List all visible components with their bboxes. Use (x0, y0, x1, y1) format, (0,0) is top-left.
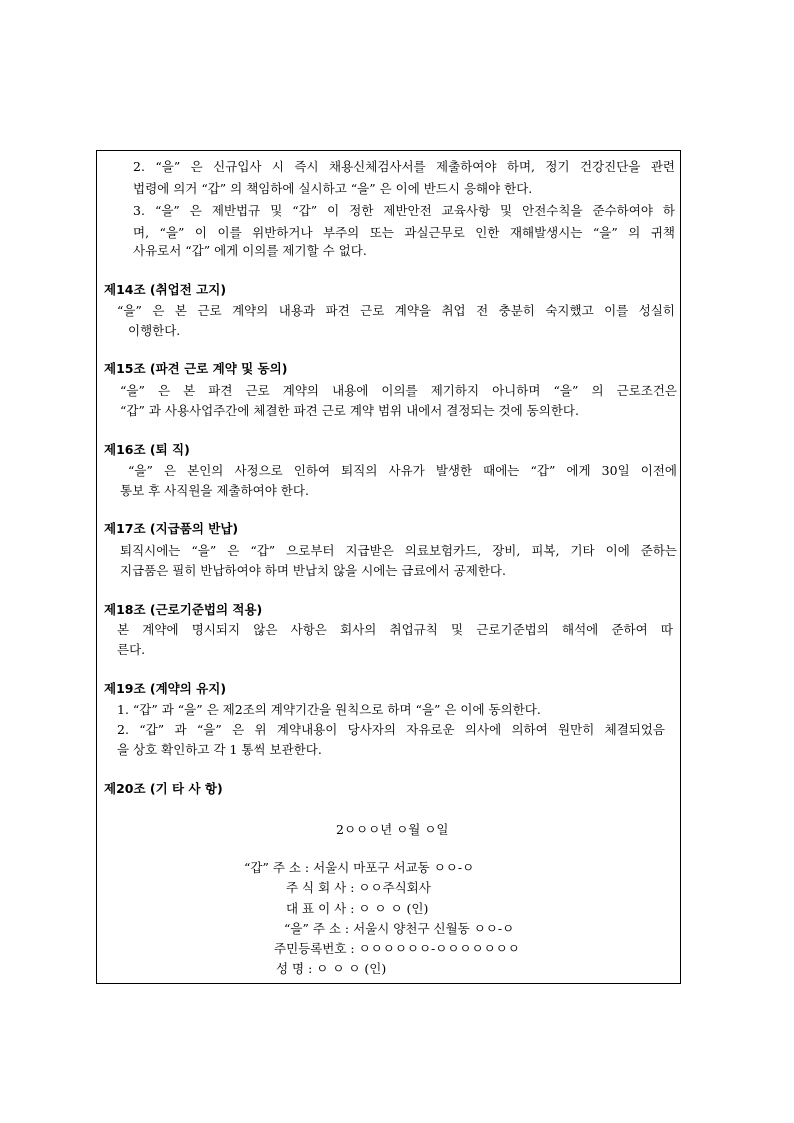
party-b-resident-number: 주민등록번호 : ㅇㅇㅇㅇㅇㅇ-ㅇㅇㅇㅇㅇㅇㅇ (274, 941, 520, 956)
article-19-title: 제19조 (계약의 유지) (104, 681, 227, 696)
article-17-line-1: 퇴직시에는 “을” 은 “갑” 으로부터 지급받은 의료보험카드, 장비, 피복, 기타 이에 준하는 (120, 543, 677, 558)
contract-date: 2ㅇㅇㅇ년 ㅇ월 ㅇ일 (336, 822, 449, 837)
article-15-line-1: “을” 은 본 파견 근로 계약의 내용에 이의를 제기하지 아니하며 “을” 의 근로조건은 (120, 383, 677, 398)
party-a-representative: 대 표 이 사 : ㅇ ㅇ ㅇ (인) (286, 901, 429, 916)
article-14-line-2: 이행한다. (128, 323, 181, 338)
pre-line-5: 사유로서 “갑” 에게 이의를 제기할 수 없다. (133, 243, 367, 258)
article-19-line-2: 2. “갑” 과 “을” 은 위 계약내용이 당사자의 자유로운 의사에 의하여 원만히 체결되었음 (117, 722, 665, 737)
article-18-line-2: 른다. (117, 642, 146, 657)
pre-line-3: 3. “을” 은 제반법규 및 “갑” 이 정한 제반안전 교육사항 및 안전수칙을 준수하여야 하 (133, 203, 675, 218)
article-14-title: 제14조 (취업전 고지) (104, 282, 227, 297)
article-17-line-2: 지급품은 필히 반납하여야 하며 반납치 않을 시에는 급료에서 공제한다. (120, 563, 506, 578)
article-16-line-2: 통보 후 사직원을 제출하여야 한다. (120, 483, 309, 498)
article-16-title: 제16조 (퇴 직) (104, 442, 190, 457)
pre-line-1: 2. “을” 은 신규입사 시 즉시 채용신체검사서를 제출하여야 하며, 정기 건강진단을 관련 (133, 159, 675, 174)
article-20-title: 제20조 (기 타 사 항) (104, 781, 223, 796)
article-18-line-1: 본 계약에 명시되지 않은 사항은 회사의 취업규칙 및 근로기준법의 해석에 준하여 따 (117, 622, 673, 637)
party-b-address: “을” 주 소 : 서울시 양천구 신월동 ㅇㅇ-ㅇ (284, 921, 515, 936)
party-b-name: 성 명 : ㅇ ㅇ ㅇ (인) (276, 961, 387, 976)
article-18-title: 제18조 (근로기준법의 적용) (104, 602, 263, 617)
article-15-line-2: “갑” 과 사용사업주간에 체결한 파견 근로 계약 범위 내에서 결정되는 것에 동의한다. (120, 403, 579, 418)
article-19-line-1: 1. “갑” 과 “을” 은 제2조의 계약기간을 원칙으로 하며 “을” 은 이에 동의한다. (117, 702, 541, 717)
article-15-title: 제15조 (파견 근로 계약 및 동의) (104, 361, 288, 376)
pre-line-4: 며, “을” 이 이를 위반하거나 부주의 또는 과실근무로 인한 재해발생시는 “을” 의 귀책 (133, 225, 675, 240)
party-a-company: 주 식 회 사 : ㅇㅇ주식회사 (286, 880, 431, 895)
article-16-line-1: “을” 은 본인의 사정으로 인하여 퇴직의 사유가 발생한 때에는 “갑” 에게 30일 이전에 (128, 463, 677, 478)
article-14-line-1: “을” 은 본 근로 계약의 내용과 파견 근로 계약을 취업 전 충분히 숙지했고 이를 성실히 (117, 303, 675, 318)
party-a-address: “갑” 주 소 : 서울시 마포구 서교동 ㅇㅇ-ㅇ (244, 860, 475, 875)
article-19-line-3: 을 상호 확인하고 각 1 통씩 보관한다. (117, 742, 322, 757)
pre-line-2: 법령에 의거 “갑” 의 책임하에 실시하고 “을” 은 이에 반드시 응해야 한다. (133, 181, 533, 196)
article-17-title: 제17조 (지급품의 반납) (104, 521, 239, 536)
